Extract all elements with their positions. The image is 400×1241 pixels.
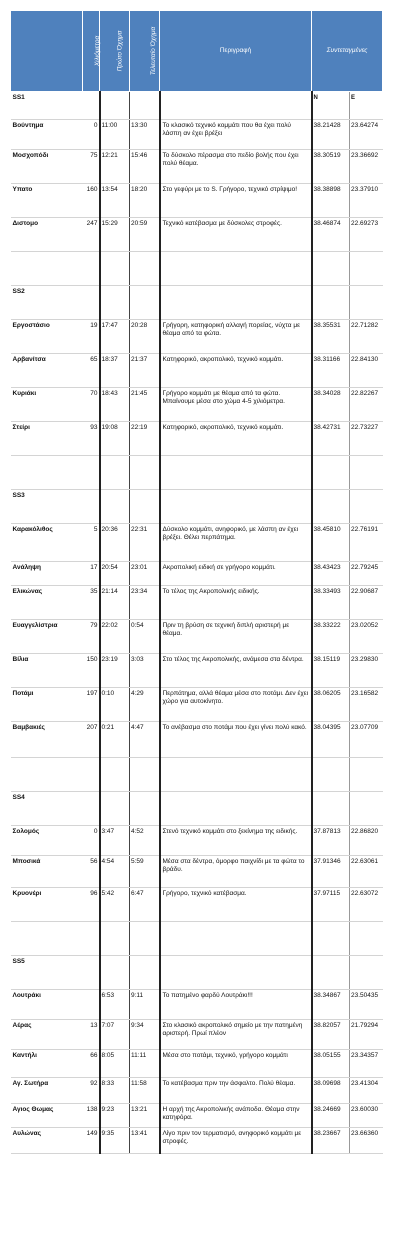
- kilometers: 35: [83, 586, 100, 620]
- kilometers: 56: [83, 856, 100, 888]
- kilometers: 207: [83, 722, 100, 758]
- stage-row: [11, 286, 383, 320]
- cell-km: [83, 922, 100, 956]
- cell-last: [130, 92, 160, 120]
- first-vehicle-time: 9:23: [100, 1104, 130, 1128]
- kilometers: 75: [83, 150, 100, 184]
- last-vehicle-time: 4:29: [130, 688, 160, 722]
- header-coordinates: Συντεταγμένες: [312, 11, 383, 92]
- cell-last: [130, 922, 160, 956]
- cell-e: [350, 758, 383, 792]
- cell-first: [100, 758, 130, 792]
- last-vehicle-time: 13:30: [130, 120, 160, 150]
- description: Το δύσκολο πέρασμα στο πεδίο βολής που έχει πολύ θέαμα.: [160, 150, 312, 184]
- table-row: [11, 120, 383, 150]
- first-vehicle-time: 8:05: [100, 1050, 130, 1078]
- last-vehicle-time: 13:21: [130, 1104, 160, 1128]
- cell-desc: [160, 922, 312, 956]
- location-name: Λουτράκι: [11, 990, 83, 1020]
- description: Στο κλασικό ακροπολικό σημείο με την πατημένη αριστερή. Πρωί πλέον: [160, 1020, 312, 1050]
- table-row: [11, 990, 383, 1020]
- description: Στο γεφύρι με το S. Γρήγορο, τεχνικό στρίψιμο!: [160, 184, 312, 218]
- kilometers: 138: [83, 1104, 100, 1128]
- description: Μέσα στο ποτάμι, τεχνικό, γρήγορο κομμάτι: [160, 1050, 312, 1078]
- description: Κατηφορικό, ακροπολικό, τεχνικό κομμάτι.: [160, 422, 312, 456]
- table-row: [11, 856, 383, 888]
- coord-n-label: [312, 286, 350, 320]
- spreadsheet: [10, 10, 382, 1154]
- description: Κατηφορικό, ακροπολικό, τεχνικό κομμάτι.: [160, 354, 312, 388]
- coordinate-e: 22.90687: [350, 586, 383, 620]
- table-row: [11, 654, 383, 688]
- kilometers: 5: [83, 524, 100, 562]
- rally-stage-table: [10, 10, 383, 1154]
- coordinate-n: 37.87813: [312, 826, 350, 856]
- coordinate-n: 38.24669: [312, 1104, 350, 1128]
- header-name-blank: [11, 11, 83, 92]
- header-row: [11, 11, 383, 92]
- first-vehicle-time: 19:08: [100, 422, 130, 456]
- coordinate-n: 38.06205: [312, 688, 350, 722]
- coordinate-e: 23.02052: [350, 620, 383, 654]
- kilometers: 17: [83, 562, 100, 586]
- cell-n: [312, 252, 350, 286]
- first-vehicle-time: 0:21: [100, 722, 130, 758]
- coordinate-e: 22.82267: [350, 388, 383, 422]
- location-name: Υπατο: [11, 184, 83, 218]
- cell-last: [130, 286, 160, 320]
- location-name: Ποτάμι: [11, 688, 83, 722]
- cell-km: [83, 92, 100, 120]
- header-first-vehicle: [100, 11, 130, 92]
- cell-n: [312, 456, 350, 490]
- location-name: Καρακόλιθος: [11, 524, 83, 562]
- kilometers: 65: [83, 354, 100, 388]
- coordinate-e: 22.79245: [350, 562, 383, 586]
- table-row: [11, 1104, 383, 1128]
- coordinate-e: 23.64274: [350, 120, 383, 150]
- cell-name: [11, 456, 83, 490]
- kilometers: 160: [83, 184, 100, 218]
- kilometers: 93: [83, 422, 100, 456]
- first-vehicle-time: 6:53: [100, 990, 130, 1020]
- first-vehicle-time: 5:42: [100, 888, 130, 922]
- kilometers: [83, 990, 100, 1020]
- cell-km: [83, 490, 100, 524]
- coordinate-e: 22.69273: [350, 218, 383, 252]
- description: Λίγο πριν τον τερματισμό, ανηφορικό κομμάτι με στροφές.: [160, 1128, 312, 1154]
- cell-desc: [160, 792, 312, 826]
- cell-km: [83, 792, 100, 826]
- header-description: Περιγραφή: [160, 11, 312, 92]
- cell-e: [350, 456, 383, 490]
- table-row: [11, 888, 383, 922]
- stage-row: [11, 956, 383, 990]
- location-name: Ευαγγελίστρια: [11, 620, 83, 654]
- cell-km: [83, 286, 100, 320]
- cell-first: [100, 286, 130, 320]
- kilometers: 0: [83, 120, 100, 150]
- stage-label: SS4: [11, 792, 83, 826]
- kilometers: 0: [83, 826, 100, 856]
- first-vehicle-time: 20:36: [100, 524, 130, 562]
- cell-last: [130, 252, 160, 286]
- kilometers: 197: [83, 688, 100, 722]
- first-vehicle-time: 17:47: [100, 320, 130, 354]
- stage-row: [11, 490, 383, 524]
- cell-n: [312, 758, 350, 792]
- last-vehicle-time: 23:34: [130, 586, 160, 620]
- coord-n-label: [312, 490, 350, 524]
- first-vehicle-time: 23:19: [100, 654, 130, 688]
- cell-desc: [160, 956, 312, 990]
- last-vehicle-time: 22:19: [130, 422, 160, 456]
- cell-desc: [160, 252, 312, 286]
- description: Τεχνικό κατέβασμα με δύσκολες στροφές.: [160, 218, 312, 252]
- kilometers: 79: [83, 620, 100, 654]
- coordinate-e: 22.76191: [350, 524, 383, 562]
- cell-name: [11, 922, 83, 956]
- last-vehicle-time: 5:59: [130, 856, 160, 888]
- location-name: Σολομός: [11, 826, 83, 856]
- cell-km: [83, 956, 100, 990]
- header-first-label: Πρώτο Όχημα: [116, 30, 124, 72]
- table-row: [11, 184, 383, 218]
- coordinate-n: 38.30519: [312, 150, 350, 184]
- spacer-row: [11, 252, 383, 286]
- cell-name: [11, 252, 83, 286]
- last-vehicle-time: 9:34: [130, 1020, 160, 1050]
- last-vehicle-time: 20:59: [130, 218, 160, 252]
- location-name: Αέρας: [11, 1020, 83, 1050]
- coord-n-label: [312, 792, 350, 826]
- description: Το πατημένο φαρδύ Λουτράκι!!!: [160, 990, 312, 1020]
- location-name: Μοσχοπόδι: [11, 150, 83, 184]
- spacer-row: [11, 758, 383, 792]
- coordinate-n: 37.97115: [312, 888, 350, 922]
- cell-first: [100, 922, 130, 956]
- location-name: Βίλια: [11, 654, 83, 688]
- first-vehicle-time: 18:43: [100, 388, 130, 422]
- location-name: Βούντημα: [11, 120, 83, 150]
- last-vehicle-time: 20:28: [130, 320, 160, 354]
- table-row: [11, 688, 383, 722]
- last-vehicle-time: 6:47: [130, 888, 160, 922]
- description: Γρήγορο, τεχνικό κατέβασμα.: [160, 888, 312, 922]
- location-name: Εργοστάσιο: [11, 320, 83, 354]
- cell-first: [100, 456, 130, 490]
- first-vehicle-time: 21:14: [100, 586, 130, 620]
- stage-label: SS2: [11, 286, 83, 320]
- description: Η αρχή της Ακροπολικής ανάποδα. Θέαμα στην κατηφόρα.: [160, 1104, 312, 1128]
- kilometers: 149: [83, 1128, 100, 1154]
- stage-row: [11, 92, 383, 120]
- first-vehicle-time: 0:10: [100, 688, 130, 722]
- coordinate-e: 22.71282: [350, 320, 383, 354]
- last-vehicle-time: 15:46: [130, 150, 160, 184]
- cell-desc: [160, 456, 312, 490]
- cell-first: [100, 792, 130, 826]
- location-name: Κρυονέρι: [11, 888, 83, 922]
- location-name: Αγιος Θωμας: [11, 1104, 83, 1128]
- coordinate-n: 38.09698: [312, 1078, 350, 1104]
- table-row: [11, 320, 383, 354]
- description: Μέσα στα δέντρα, όμορφο παιχνίδι με τα φώτα το βράδυ.: [160, 856, 312, 888]
- description: Περπάτημα, αλλά θέαμα μέσα στο ποτάμι. Δεν έχει χώρο για αυτοκίνητο.: [160, 688, 312, 722]
- last-vehicle-time: 22:31: [130, 524, 160, 562]
- description: Το κλασικό τεχνικό κομμάτι που θα έχει πολύ λάσπη αν έχει βρέξει: [160, 120, 312, 150]
- header-last-label: Τελευταίο Όχημα: [150, 26, 158, 76]
- coordinate-n: 38.33222: [312, 620, 350, 654]
- location-name: Ανάληψη: [11, 562, 83, 586]
- description: Το ανέβασμα στο ποτάμι που έχει γίνει πολύ κακό.: [160, 722, 312, 758]
- cell-first: [100, 490, 130, 524]
- stage-label: SS5: [11, 956, 83, 990]
- first-vehicle-time: 4:54: [100, 856, 130, 888]
- location-name: Στείρι: [11, 422, 83, 456]
- description: Το τέλος της Ακροπολικής ειδικής.: [160, 586, 312, 620]
- description: Γρήγορο κομμάτι με θέαμα από τα φώτα. Μπαίνουμε μέσα στο χώμα 4-5 χιλιόμετρα.: [160, 388, 312, 422]
- coordinate-n: 38.05155: [312, 1050, 350, 1078]
- description: Γρήγορη, κατηφορική αλλαγή πορείας, νύχτα με θέαμα από τα φώτα.: [160, 320, 312, 354]
- coordinate-n: 38.34867: [312, 990, 350, 1020]
- coordinate-n: 38.04395: [312, 722, 350, 758]
- table-row: [11, 562, 383, 586]
- kilometers: 150: [83, 654, 100, 688]
- cell-km: [83, 252, 100, 286]
- cell-first: [100, 92, 130, 120]
- last-vehicle-time: 21:45: [130, 388, 160, 422]
- coordinate-e: 23.34357: [350, 1050, 383, 1078]
- location-name: Διστομο: [11, 218, 83, 252]
- coordinate-e: 22.63061: [350, 856, 383, 888]
- kilometers: 96: [83, 888, 100, 922]
- table-row: [11, 388, 383, 422]
- location-name: Καντήλι: [11, 1050, 83, 1078]
- location-name: Κυριάκι: [11, 388, 83, 422]
- first-vehicle-time: 22:02: [100, 620, 130, 654]
- cell-desc: [160, 490, 312, 524]
- cell-km: [83, 758, 100, 792]
- first-vehicle-time: 8:33: [100, 1078, 130, 1104]
- coordinate-e: 22.84130: [350, 354, 383, 388]
- coordinate-n: 38.82057: [312, 1020, 350, 1050]
- table-row: [11, 1050, 383, 1078]
- cell-last: [130, 758, 160, 792]
- last-vehicle-time: 4:52: [130, 826, 160, 856]
- first-vehicle-time: 18:37: [100, 354, 130, 388]
- location-name: Αγ. Σωτήρα: [11, 1078, 83, 1104]
- coordinate-e: 22.63072: [350, 888, 383, 922]
- coordinate-n: 38.21428: [312, 120, 350, 150]
- cell-last: [130, 490, 160, 524]
- cell-desc: [160, 92, 312, 120]
- last-vehicle-time: 3:03: [130, 654, 160, 688]
- spacer-row: [11, 922, 383, 956]
- coord-n-label: N: [312, 92, 350, 120]
- header-km-label: Χιλιόμετρα: [94, 35, 102, 67]
- description: Το κατέβασμα πριν την άσφαλτο. Πολύ θέαμα.: [160, 1078, 312, 1104]
- coordinate-e: 22.86820: [350, 826, 383, 856]
- first-vehicle-time: 7:07: [100, 1020, 130, 1050]
- coordinate-e: 22.73227: [350, 422, 383, 456]
- table-body: [11, 92, 383, 1154]
- coordinate-e: 21.79294: [350, 1020, 383, 1050]
- coordinate-e: 23.50435: [350, 990, 383, 1020]
- cell-last: [130, 456, 160, 490]
- table-row: [11, 524, 383, 562]
- coord-e-label: [350, 956, 383, 990]
- description: Πριν τη βρύση σε τεχνική διπλή αριστερή με θέαμα.: [160, 620, 312, 654]
- location-name: Ελικώνας: [11, 586, 83, 620]
- kilometers: 66: [83, 1050, 100, 1078]
- table-row: [11, 150, 383, 184]
- table-row: [11, 354, 383, 388]
- table-row: [11, 1128, 383, 1154]
- location-name: Αυλώνας: [11, 1128, 83, 1154]
- coordinate-e: 23.60030: [350, 1104, 383, 1128]
- coordinate-e: 23.66360: [350, 1128, 383, 1154]
- coord-e-label: [350, 792, 383, 826]
- table-row: [11, 1078, 383, 1104]
- cell-e: [350, 252, 383, 286]
- cell-n: [312, 922, 350, 956]
- last-vehicle-time: 11:58: [130, 1078, 160, 1104]
- cell-desc: [160, 758, 312, 792]
- cell-first: [100, 956, 130, 990]
- table-row: [11, 586, 383, 620]
- stage-row: [11, 792, 383, 826]
- coordinate-n: 38.31166: [312, 354, 350, 388]
- cell-e: [350, 922, 383, 956]
- coordinate-e: 23.16582: [350, 688, 383, 722]
- coordinate-n: 38.34028: [312, 388, 350, 422]
- stage-label: SS3: [11, 490, 83, 524]
- last-vehicle-time: 0:54: [130, 620, 160, 654]
- first-vehicle-time: 9:35: [100, 1128, 130, 1154]
- coordinate-n: 38.43423: [312, 562, 350, 586]
- cell-name: [11, 758, 83, 792]
- first-vehicle-time: 12:21: [100, 150, 130, 184]
- location-name: Αρβανίτσα: [11, 354, 83, 388]
- first-vehicle-time: 3:47: [100, 826, 130, 856]
- coordinate-n: 38.15119: [312, 654, 350, 688]
- description: Δύσκολο κομμάτι, ανηφορικό, με λάσπη αν έχει βρέξει. Θέλει περπάτημα.: [160, 524, 312, 562]
- first-vehicle-time: 20:54: [100, 562, 130, 586]
- kilometers: 247: [83, 218, 100, 252]
- header-km: [83, 11, 100, 92]
- coord-e-label: [350, 286, 383, 320]
- cell-last: [130, 956, 160, 990]
- description: Ακροπολική ειδική σε γρήγορο κομμάτι.: [160, 562, 312, 586]
- coordinate-n: 38.33493: [312, 586, 350, 620]
- cell-last: [130, 792, 160, 826]
- first-vehicle-time: 15:29: [100, 218, 130, 252]
- location-name: Μποσικά: [11, 856, 83, 888]
- coordinate-n: 38.45810: [312, 524, 350, 562]
- coordinate-n: 38.23667: [312, 1128, 350, 1154]
- cell-first: [100, 252, 130, 286]
- last-vehicle-time: 9:11: [130, 990, 160, 1020]
- coord-e-label: E: [350, 92, 383, 120]
- coordinate-e: 23.07709: [350, 722, 383, 758]
- last-vehicle-time: 13:41: [130, 1128, 160, 1154]
- coord-e-label: [350, 490, 383, 524]
- kilometers: 70: [83, 388, 100, 422]
- table-row: [11, 620, 383, 654]
- coordinate-n: 38.42731: [312, 422, 350, 456]
- coord-n-label: [312, 956, 350, 990]
- last-vehicle-time: 21:37: [130, 354, 160, 388]
- cell-km: [83, 456, 100, 490]
- last-vehicle-time: 18:20: [130, 184, 160, 218]
- table-row: [11, 722, 383, 758]
- description: Στο τέλος της Ακροπολικής, ανάμεσα στα δέντρα.: [160, 654, 312, 688]
- first-vehicle-time: 13:54: [100, 184, 130, 218]
- header-last-vehicle: [130, 11, 160, 92]
- coordinate-n: 38.46874: [312, 218, 350, 252]
- coordinate-e: 23.29830: [350, 654, 383, 688]
- coordinate-e: 23.37910: [350, 184, 383, 218]
- first-vehicle-time: 11:00: [100, 120, 130, 150]
- stage-label: SS1: [11, 92, 83, 120]
- table-row: [11, 1020, 383, 1050]
- coordinate-e: 23.41304: [350, 1078, 383, 1104]
- table-row: [11, 218, 383, 252]
- kilometers: 13: [83, 1020, 100, 1050]
- description: Στενό τεχνικό κομμάτι στο ξεκίνημα της ειδικής.: [160, 826, 312, 856]
- last-vehicle-time: 11:11: [130, 1050, 160, 1078]
- table-row: [11, 422, 383, 456]
- coordinate-e: 23.36692: [350, 150, 383, 184]
- coordinate-n: 38.35531: [312, 320, 350, 354]
- kilometers: 19: [83, 320, 100, 354]
- coordinate-n: 38.38898: [312, 184, 350, 218]
- coordinate-n: 37.91346: [312, 856, 350, 888]
- kilometers: 92: [83, 1078, 100, 1104]
- cell-desc: [160, 286, 312, 320]
- last-vehicle-time: 4:47: [130, 722, 160, 758]
- table-row: [11, 826, 383, 856]
- location-name: Βαμβακιές: [11, 722, 83, 758]
- last-vehicle-time: 23:01: [130, 562, 160, 586]
- spacer-row: [11, 456, 383, 490]
